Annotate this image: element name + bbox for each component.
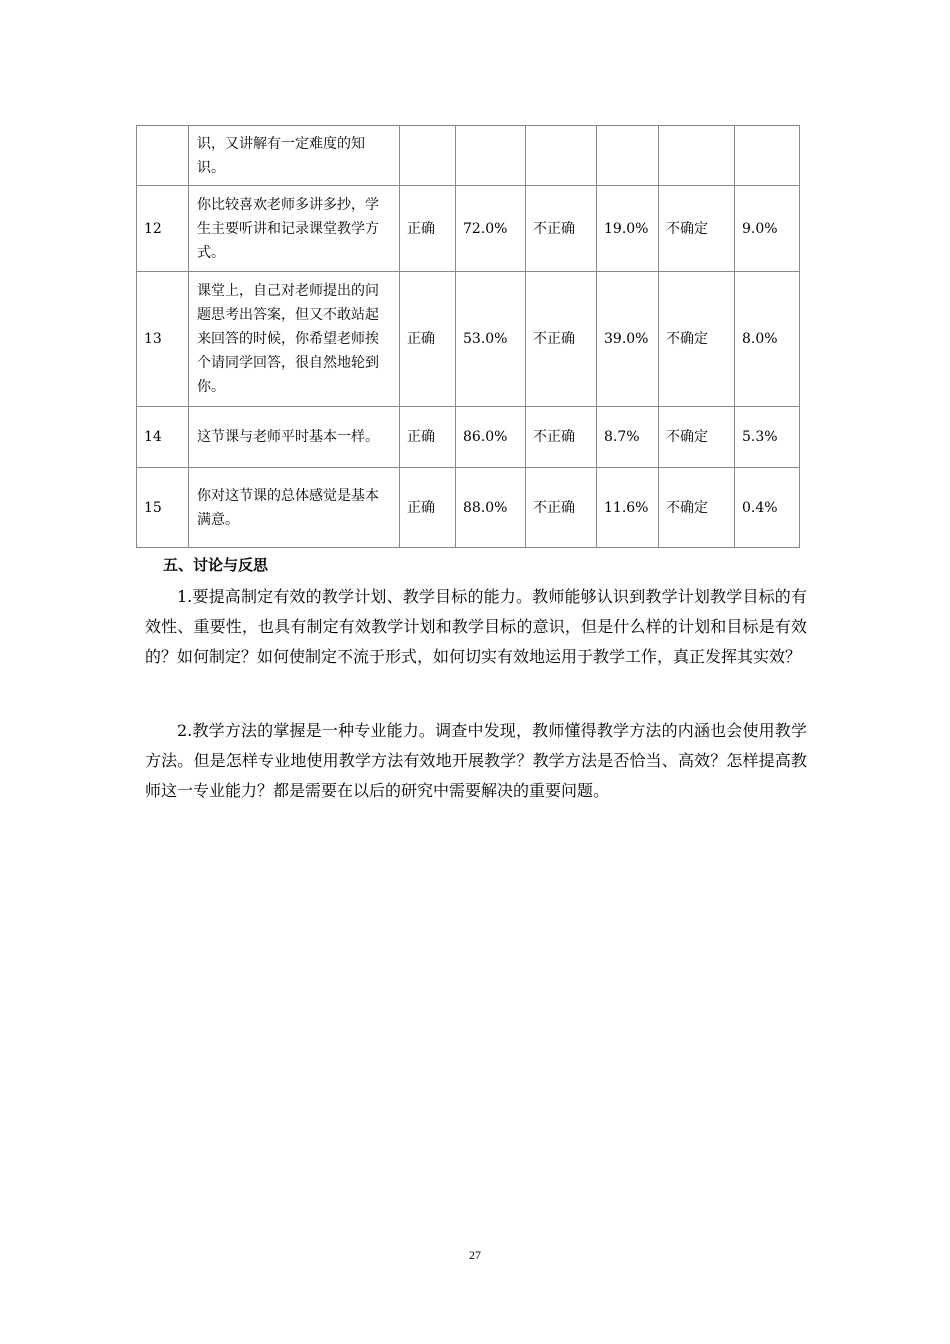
answer-incorrect-label: 不正确 xyxy=(526,186,597,272)
paragraph: 2.教学方法的掌握是一种专业能力。调查中发现，教师懂得教学方法的内涵也会使用教学方法。但是怎样专业地使用教学方法有效地开展教学？教学方法是否恰当、高效？怎样提高教师这一专业能力？都是需要在以后的研究中需要解决的重要问题。 xyxy=(145,721,807,800)
question-text: 课堂上，自己对老师提出的问题思考出答案，但又不敢站起来回答的时候，你希望老师挨个请同学回答，很自然地轮到你。 xyxy=(189,272,400,407)
answer-incorrect-label xyxy=(526,126,597,186)
answer-correct-percent: 53.0% xyxy=(456,272,526,407)
row-number: 15 xyxy=(137,468,189,548)
answer-unsure-percent: 5.3% xyxy=(735,407,800,468)
answer-unsure-percent: 9.0% xyxy=(735,186,800,272)
answer-unsure-percent: 8.0% xyxy=(735,272,800,407)
survey-results-table xyxy=(136,125,800,548)
answer-correct-label: 正确 xyxy=(400,186,456,272)
answer-correct-percent xyxy=(456,126,526,186)
question-text: 你比较喜欢老师多讲多抄，学生主要听讲和记录课堂教学方式。 xyxy=(189,186,400,272)
answer-correct-label: 正确 xyxy=(400,468,456,548)
answer-unsure-label: 不确定 xyxy=(659,272,735,407)
answer-correct-percent: 86.0% xyxy=(456,407,526,468)
answer-correct-percent: 88.0% xyxy=(456,468,526,548)
answer-correct-percent: 72.0% xyxy=(456,186,526,272)
table-row xyxy=(137,468,800,548)
question-text: 识，又讲解有一定难度的知识。 xyxy=(189,126,400,186)
table-row xyxy=(137,272,800,407)
row-number: 13 xyxy=(137,272,189,407)
answer-incorrect-label: 不正确 xyxy=(526,272,597,407)
answer-unsure-label xyxy=(659,126,735,186)
answer-incorrect-percent: 39.0% xyxy=(597,272,659,407)
answer-incorrect-percent xyxy=(597,126,659,186)
table-row xyxy=(137,407,800,468)
answer-incorrect-percent: 19.0% xyxy=(597,186,659,272)
page-number: 27 xyxy=(469,1248,481,1262)
answer-unsure-percent: 0.4% xyxy=(735,468,800,548)
answer-incorrect-label: 不正确 xyxy=(526,468,597,548)
answer-correct-label: 正确 xyxy=(400,407,456,468)
row-number: 12 xyxy=(137,186,189,272)
answer-correct-label xyxy=(400,126,456,186)
answer-incorrect-percent: 8.7% xyxy=(597,407,659,468)
answer-unsure-label: 不确定 xyxy=(659,407,735,468)
row-number xyxy=(137,126,189,186)
answer-unsure-label: 不确定 xyxy=(659,468,735,548)
table-row xyxy=(137,186,800,272)
question-text: 你对这节课的总体感觉是基本满意。 xyxy=(189,468,400,548)
answer-incorrect-label: 不正确 xyxy=(526,407,597,468)
answer-unsure-percent xyxy=(735,126,800,186)
answer-unsure-label: 不确定 xyxy=(659,186,735,272)
table-row xyxy=(137,126,800,186)
answer-correct-label: 正确 xyxy=(400,272,456,407)
question-text: 这节课与老师平时基本一样。 xyxy=(189,407,400,468)
answer-incorrect-percent: 11.6% xyxy=(597,468,659,548)
section-heading: 五、讨论与反思 xyxy=(163,556,269,574)
paragraph: 1.要提高制定有效的教学计划、教学目标的能力。教师能够认识到教学计划教学目标的有效性、重要性，也具有制定有效教学计划和教学目标的意识，但是什么样的计划和目标是有效的？如何制定？如何使制定不流于形式，如何切实有效地运用于教学工作，真正发挥其实效？ xyxy=(145,587,807,666)
row-number: 14 xyxy=(137,407,189,468)
